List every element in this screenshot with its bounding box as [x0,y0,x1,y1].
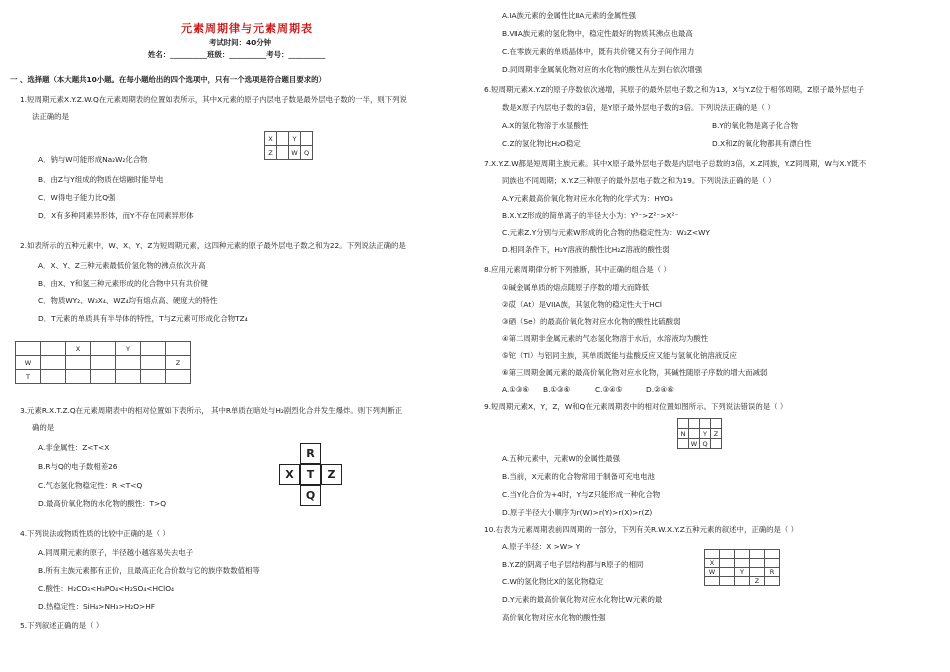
q7-option-a: A.Y元素最高价氧化物对应水化物的化学式为：HYO₃ [502,194,673,203]
q3-box-q: Q [300,485,321,506]
q2-cell [141,370,166,384]
q9-option-c: C.当Y化合价为+4时，Y与Z只能形成一种化合物 [502,490,661,499]
q9-cell: Y [700,429,711,439]
q8-item-1: ①碱金属单质的熔点随原子序数的增大而降低 [502,283,650,292]
q3-option-d: D.最高价氧化物的水化物的酸性：T>Q [38,499,167,508]
q9-cell: N [678,429,689,439]
q9-option-b: B.当前，X元素的化合物常用于制备可充电电池 [502,472,655,481]
q9-cell [678,439,689,449]
q4-option-a: A.同周期元素的原子，半径越小越容易失去电子 [38,548,194,557]
q10-cell [720,559,735,568]
q10-stem: 10.右表为元素周期表前四周期的一部分，下列有关R.W.X.Y.Z五种元素的叙述中，正确的是（ ） [484,525,799,534]
q10-cell: R [765,568,780,577]
q2-cell: Z [166,356,191,370]
q3-option-c: C.气态氢化物稳定性：R <T<Q [38,481,143,490]
q7-option-d: D.相同条件下，H₂Y溶液的酸性比H₂Z溶液的酸性弱 [502,245,670,254]
q1-option-a: A．钠与W可能形成Na₂W₂化合物 [38,155,148,164]
q10-cell [735,550,750,559]
section-heading: 一 、选择题（本大题共10小题。在每小题给出的四个选项中，只有一个选项是符合题目要求的） [10,75,326,84]
q1-stem-line1: 1.短周期元素X.Y.Z.W.Q在元素周期表的位置如表所示，其中X元素的原子内层电子数是最外层电子数的一半，则下列说 [20,95,407,104]
q2-periodic-table [15,341,191,384]
q1-cell: W [289,146,301,160]
q10-cell [735,559,750,568]
q8-item-2: ②砹（At）是VIIA族，其氢化物的稳定性大于HCl [502,300,662,309]
q2-cell [141,356,166,370]
q2-cell: W [16,356,41,370]
q3-element-grid [279,443,349,513]
q2-option-c: C．物质WY₂、W₃X₄、WZ₄均有熔点高、硬度大的特性 [38,296,218,305]
q10-option-d-line2: 高价氧化物对应水化物的酸性强 [502,613,606,622]
q2-cell [41,342,66,356]
q10-cell [765,559,780,568]
q1-cell: Q [301,146,313,160]
q1-cell: Y [289,132,301,146]
q10-cell: W [705,568,720,577]
q4-stem: 4.下列说法或物质性质的比较中正确的是（ ） [20,529,170,538]
q7-stem-line2: 同族也不同周期；X.Y.Z三种原子的最外层电子数之和为19。下列说法正确的是（ ） [502,176,776,185]
q9-cell [678,419,689,429]
q9-option-a: A.五种元素中，元素W的金属性最强 [502,454,621,463]
q2-cell [16,342,41,356]
q8-stem: 8.应用元素周期律分析下列推断，其中正确的组合是（ ） [484,265,671,274]
q10-cell [765,577,780,586]
q2-option-d: D．T元素的单质具有半导体的特性，T与Z元素可形成化合物TZ₄ [38,314,248,323]
q10-cell: Z [750,577,765,586]
q8-item-6: ⑥第三周期金属元素的最高价氧化物对应水化物，其碱性随原子序数的增大而减弱 [502,368,768,377]
q1-option-b: B．由Z与Y组成的物质在熔融时能导电 [38,175,164,184]
q2-cell [66,356,91,370]
q1-cell: Z [265,146,277,160]
q2-cell [41,356,66,370]
q7-stem-line1: 7.X.Y.Z.W都是短周期主族元素。其中X原子最外层电子数是内层电子总数的3倍，X.Z同族，Y.Z同周期，W与X.Y既不 [484,159,867,168]
q2-cell [166,370,191,384]
q9-cell [700,419,711,429]
q3-box-z: Z [321,464,342,485]
q10-cell [765,550,780,559]
q6-stem-line2: 数是X原子内层电子数的3倍，是Y原子最外层电子数的3倍。下列说法正确的是（ ） [502,103,775,112]
q9-cell [689,429,700,439]
q10-cell [720,568,735,577]
q2-cell [91,370,116,384]
q2-cell: Y [116,342,141,356]
q9-cell: W [689,439,700,449]
q5-option-d: D.同周期非金属氧化物对应的水化物的酸性从左到右依次增强 [502,65,703,74]
page-title: 元素周期律与元素周期表 [181,22,313,35]
q2-cell [66,370,91,384]
q1-cell [301,132,313,146]
q2-cell: T [16,370,41,384]
q4-option-b: B.所有主族元素都有正价，且最高正化合价数与它的族序数数值相等 [38,566,260,575]
q1-stem-line2: 法正确的是 [32,112,69,121]
q10-cell [750,568,765,577]
q2-option-b: B．由X、Y和氢三种元素形成的化合物中只有共价键 [38,279,208,288]
q8-item-4: ④第二周期非金属元素的气态氢化物溶于水后，水溶液均为酸性 [502,334,709,343]
q5-option-b: B.ⅦA族元素的氢化物中，稳定性最好的物质其沸点也最高 [502,29,693,38]
q10-cell [735,577,750,586]
q9-cell [689,419,700,429]
q5-option-c: C.在零族元素的单质晶体中，既有共价键又有分子间作用力 [502,47,695,56]
q5-option-a: A.ⅠA族元素的金属性比ⅡA元素的金属性强 [502,11,637,20]
q10-option-b: B.Y.Z的阴离子电子层结构都与R原子的相同 [502,560,644,569]
q9-cell: Q [700,439,711,449]
q3-option-a: A.非金属性：Z<T<X [38,443,110,452]
q8-option-b: B.①③⑥ [543,385,571,394]
q6-option-c: C.Z的氢化物比H₂O稳定 [502,139,581,148]
q5-stem: 5.下列叙述正确的是（ ） [20,621,104,630]
q3-option-b: B.R与Q的电子数相差26 [38,462,118,471]
q2-stem: 2.如表所示的五种元素中，W、X、Y、Z为短周期元素，这四种元素的原子最外层电子数之和为22。下列说法正确的是 [20,241,406,250]
q3-box-r: R [300,443,321,464]
q7-option-b: B.X.Y.Z形成的简单离子的半径大小为：Y³⁻>Z²⁻>X²⁻ [502,211,679,220]
q3-box-t: T [300,464,321,485]
q2-cell [91,356,116,370]
exam-time: 考试时间：40分钟 [209,38,272,47]
q6-option-d: D.X和Z的氧化物都具有漂白性 [712,139,812,148]
q10-cell [750,559,765,568]
q1-cell [277,146,289,160]
q1-option-d: D．X有多种同素异形体，而Y不存在同素异形体 [38,211,194,220]
q1-option-c: C．W得电子能力比Q强 [38,193,116,202]
q3-box-x: X [279,464,300,485]
q1-cell [277,132,289,146]
q4-option-c: C.酸性：H₂CO₃<H₃PO₄<H₂SO₄<HClO₄ [38,584,175,593]
q10-option-d-line1: D.Y元素的最高价氧化物对应水化物比W元素的最 [502,595,663,604]
q6-stem-line1: 6.短周期元素X.Y.Z的原子序数依次递增，其原子的最外层电子数之和为13，X与Y.Z位于相邻周期，Z原子最外层电子 [484,85,865,94]
q10-cell [750,550,765,559]
q8-item-5: ⑤铊（Tl）与铝同主族，其单质既能与盐酸反应又能与氢氧化钠溶液反应 [502,351,737,360]
q9-stem: 9.短周期元素X，Y，Z，W和Q在元素周期表中的相对位置如图所示。下列说法错误的是（ ） [484,402,788,411]
q2-cell: X [66,342,91,356]
q6-option-b: B.Y的氧化物是离子化合物 [712,121,798,130]
q8-option-d: D.②④⑥ [646,385,674,394]
q9-periodic-table [677,418,722,449]
q2-cell [116,370,141,384]
q9-cell [711,439,722,449]
q10-cell [720,550,735,559]
q3-stem-line1: 3.元素R.X.T.Z.Q在元素周期表中的相对位置如下表所示， 其中R单质在暗处与H₂剧烈化合并发生爆炸。则下列判断正 [20,406,403,415]
q9-cell: Z [711,429,722,439]
q3-stem-line2: 确的是 [32,423,55,432]
q10-cell [705,577,720,586]
q2-cell [91,342,116,356]
q8-option-c: C.③④⑤ [595,385,623,394]
q10-cell: Y [735,568,750,577]
q2-cell [166,342,191,356]
q2-option-a: A．X、Y、Z三种元素最低价氢化物的沸点依次升高 [38,261,206,270]
q10-periodic-table [704,549,780,586]
q2-cell [141,342,166,356]
q4-option-d: D.热稳定性：SiH₄>NH₃>H₂O>HF [38,602,156,611]
q1-cell: X [265,132,277,146]
q8-option-a: A.①③⑥ [502,385,530,394]
q10-cell [705,550,720,559]
q7-option-c: C.元素Z.Y分别与元素W形成的化合物的热稳定性为：W₂Z<WY [502,228,710,237]
q10-cell [720,577,735,586]
q9-option-d: D.原子半径大小顺序为r(W)>r(Y)>r(X)>r(Z) [502,508,653,517]
q8-item-3: ③硒（Se）的最高价氧化物对应水化物的酸性比硫酸弱 [502,317,681,326]
q9-cell [711,419,722,429]
q1-periodic-table [264,131,313,160]
q6-option-a: A.X的氢化物溶于水显酸性 [502,121,589,130]
q2-cell [41,370,66,384]
q10-cell: X [705,559,720,568]
q10-option-a: A.原子半径：X >W> Y [502,542,581,551]
q10-option-c: C.W的氢化物比X的氢化物稳定 [502,577,604,586]
q2-cell [116,356,141,370]
name-class-id-line: 姓名：__________班级：__________考号：__________ [148,50,326,59]
